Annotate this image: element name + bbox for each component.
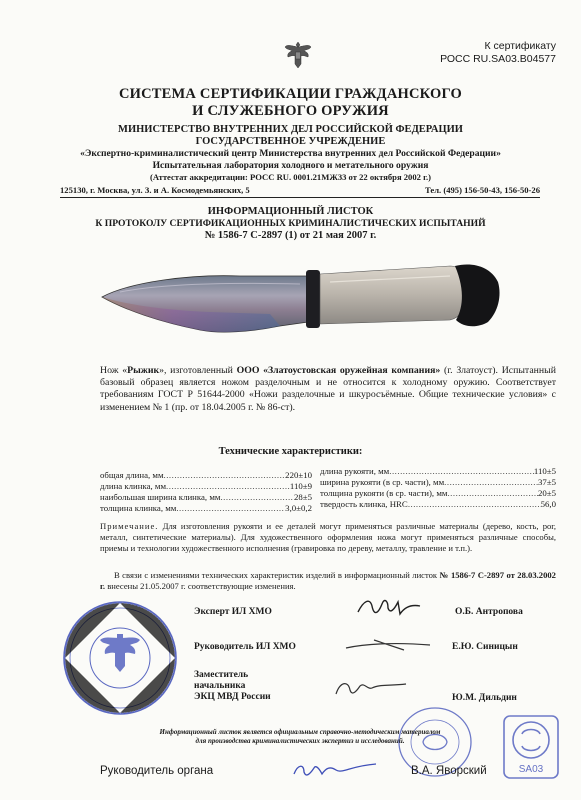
deputy-name: Ю.М. Дильдин — [452, 693, 517, 703]
knife-name: Рыжик — [127, 365, 160, 376]
desc-part2: », изготовленный — [159, 365, 237, 376]
header-divider — [60, 197, 540, 198]
info-note — [100, 728, 500, 746]
info-title-line1: ИНФОРМАЦИОННЫЙ ЛИСТОК — [207, 206, 374, 217]
spec-label: ширина рукояти (в ср. части), мм — [320, 477, 445, 487]
footer-signature-icon — [290, 752, 380, 791]
info-note-line1: Информационный листок является официальным справочно-методическим материалом — [159, 728, 441, 736]
footer-name: В.А. Яворский — [411, 765, 487, 777]
system-title — [60, 86, 521, 120]
spec-value: 220±10 — [285, 470, 312, 480]
footer-role: Руководитель органа — [100, 765, 214, 777]
spec-label: длина рукояти, мм — [320, 466, 390, 476]
certificate-reference — [396, 40, 556, 66]
lab-name: Испытательная лаборатория холодного и метательного оружия — [152, 160, 429, 171]
spec-row — [100, 503, 312, 514]
lab-head-signature-icon — [344, 636, 434, 661]
specs-heading: Технические характеристики: — [218, 446, 363, 457]
spec-value: 3,0±0,2 — [285, 503, 312, 513]
spec-value: 56,0 — [540, 499, 556, 509]
specs-right — [320, 466, 556, 510]
spec-value: 20±5 — [537, 488, 556, 498]
lab-head-role: Руководитель ИЛ ХМО — [194, 642, 296, 652]
expert-role: Эксперт ИЛ ХМО — [194, 607, 272, 617]
spec-row — [320, 488, 556, 499]
ministry-block — [40, 124, 541, 183]
system-title-line2: И СЛУЖЕБНОГО ОРУЖИЯ — [192, 103, 389, 119]
spec-label: наибольшая ширина клинка, мм — [100, 492, 221, 502]
deputy-role — [194, 670, 271, 703]
description — [100, 365, 556, 414]
protocol-number: № 1586-7 С-2897 (1) от 21 мая 2007 г. — [204, 230, 377, 241]
spec-value: 110±9 — [289, 481, 312, 491]
spec-row — [100, 492, 312, 503]
note — [100, 521, 556, 553]
phone: Тел. (495) 156-50-43, 156-50-26 — [425, 185, 540, 195]
center-name: «Экспертно-криминалистический центр Министерства внутренних дел Российской Федерации» — [80, 148, 501, 159]
cert-ref-label: К сертификату — [484, 40, 556, 52]
emblem-eagle-icon — [284, 38, 312, 70]
system-title-line1: СИСТЕМА СЕРТИФИКАЦИИ ГРАЖДАНСКОГО — [118, 86, 463, 102]
cert-ref-number: РОСС RU.SA03.B04577 — [440, 53, 556, 65]
change-part2: внесены 21.05.2007 г. соответствующие изменения. — [105, 580, 296, 591]
spec-label: твердость клинка, HRC — [320, 499, 408, 509]
manufacturer: ООО «Златоустовская оружейная компания» — [236, 365, 441, 376]
desc-part1: Нож « — [100, 365, 128, 376]
institution-type: ГОСУДАРСТВЕННОЕ УЧРЕЖДЕНИЕ — [195, 136, 386, 147]
address-line — [60, 185, 540, 196]
info-title — [40, 206, 541, 242]
change-notice — [100, 570, 556, 592]
note-text: Для изготовления рукояти и ее деталей могут применяться различные материалы (дерево, кость, рог, металл, синтетические материалы). Для художественного оформления ножа могут применяться различные способы, приемы и технологии художественного исполнения (гравировка по дереву, металлу, травление и т.п.). — [100, 521, 556, 553]
spec-row — [100, 481, 312, 492]
spec-row — [100, 470, 312, 481]
expert-signature-icon — [354, 594, 424, 627]
spec-value: 28±5 — [293, 492, 312, 502]
deputy-role-line2: начальника — [194, 681, 246, 691]
spec-label: толщина рукояти (в ср. части), мм — [320, 488, 448, 498]
change-part1: В связи с изменениями технических характеристик изделий в информационный листок — [114, 570, 440, 580]
note-label: Примечание. — [100, 521, 159, 531]
info-title-line2: К ПРОТОКОЛУ СЕРТИФИКАЦИОННЫХ КРИМИНАЛИСТИЧЕСКИХ ИСПЫТАНИЙ — [95, 218, 486, 229]
change-ref: № 1586-7 С-2897 от 28.03.2002 г. — [100, 570, 556, 591]
certification-mark-label: SA03 — [518, 764, 544, 775]
spec-value: 110±5 — [533, 466, 556, 476]
desc-part3: (г. Златоуст). Испытанный базовый образец является ножом разделочным и не относится к холодному оружию. Соответствует требованиям ГОСТ Р 51644-2000 «Ножи разделочные и шкуросъёмные. Общие технические условия» с изменением № 1 (пр. от 18.04.2005 г. № 86-ст). — [100, 365, 556, 413]
deputy-role-line1: Заместитель — [194, 670, 249, 680]
official-stamp-icon — [60, 598, 180, 718]
address: 125130, г. Москва, ул. З. и А. Космодемьянских, 5 — [60, 185, 250, 195]
deputy-role-line3: ЭКЦ МВД России — [194, 692, 271, 702]
spec-row — [320, 466, 556, 477]
knife-photo — [100, 252, 520, 340]
ministry-name: МИНИСТЕРСТВО ВНУТРЕННИХ ДЕЛ РОССИЙСКОЙ ФЕДЕРАЦИИ — [118, 124, 463, 135]
spec-label: общая длина, мм — [100, 470, 164, 480]
spec-label: толщина клинка, мм — [100, 503, 177, 513]
accreditation: (Аттестат аккредитации: РОСС RU. 0001.21МЖ33 от 22 октября 2002 г.) — [149, 172, 432, 182]
expert-name: О.Б. Антропова — [455, 607, 523, 617]
info-note-line2: для производства криминалистических экспертиз и исследований. — [195, 737, 405, 745]
spec-row — [320, 477, 556, 488]
spec-value: 37±5 — [537, 477, 556, 487]
lab-head-name: Е.Ю. Синицын — [452, 642, 518, 652]
spec-label: длина клинка, мм — [100, 481, 167, 491]
spec-row — [320, 499, 556, 510]
specs-left — [100, 470, 312, 514]
